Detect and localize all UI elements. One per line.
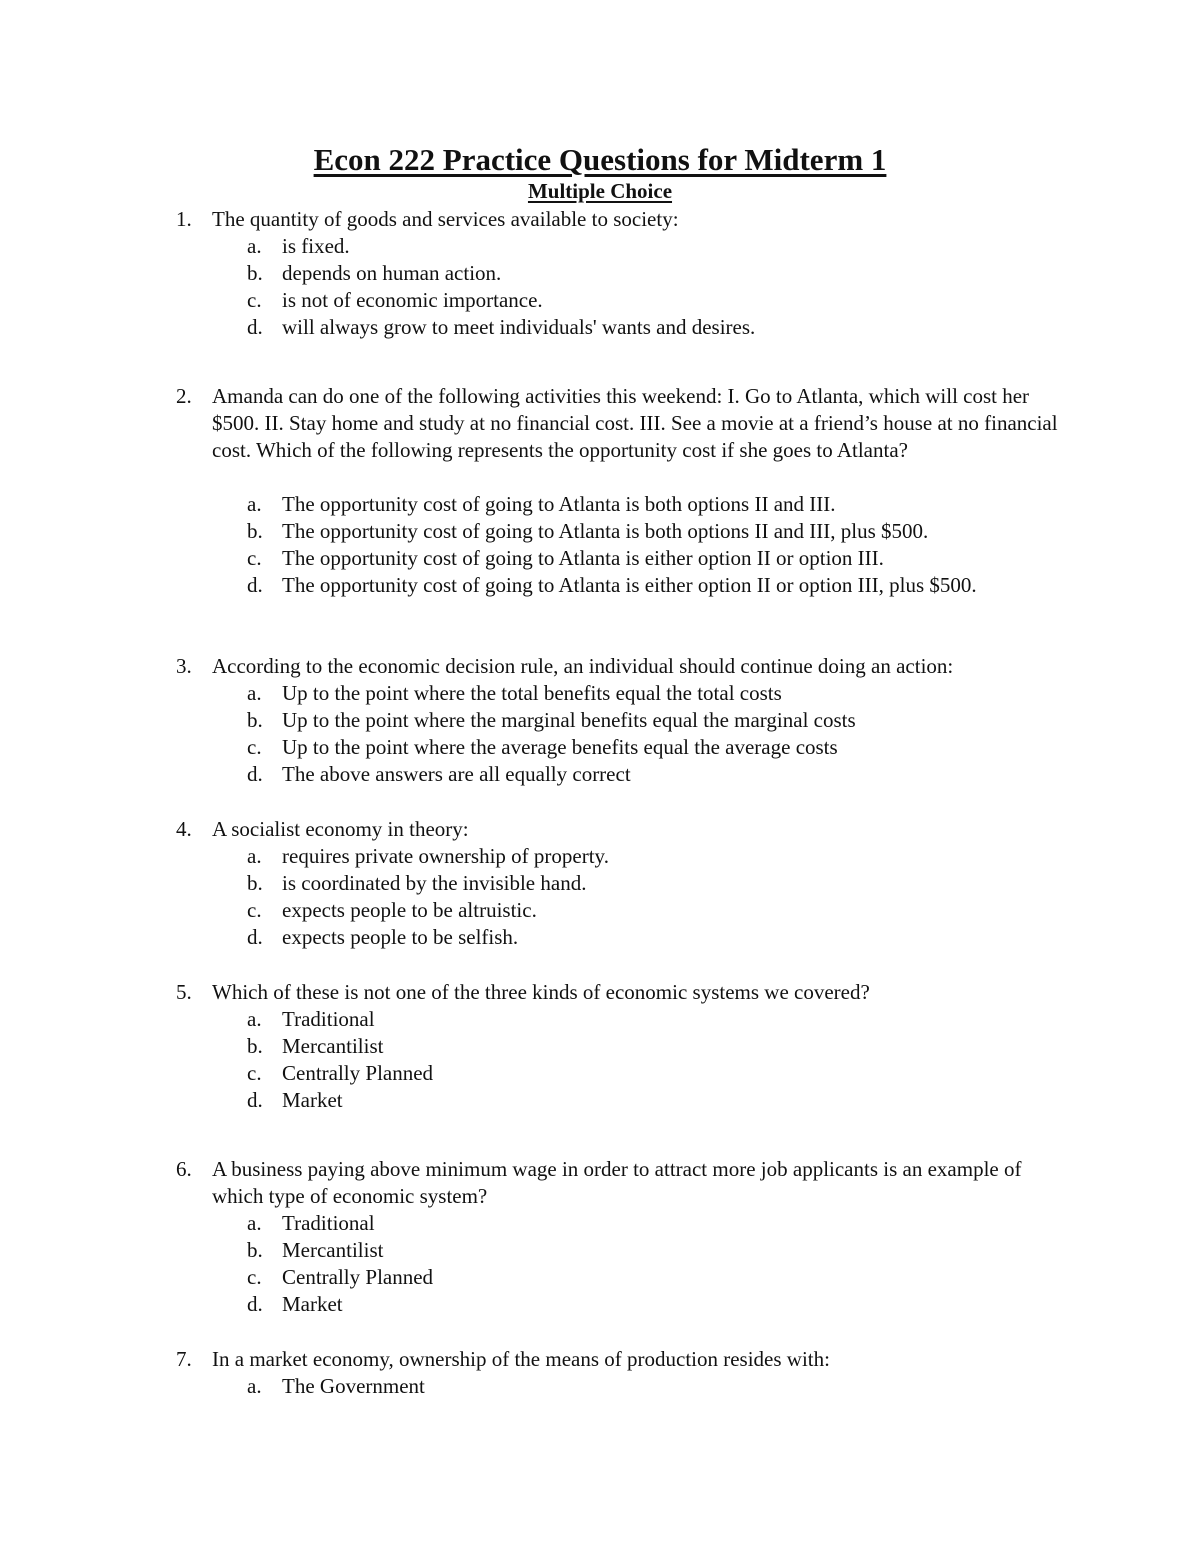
question-text: In a market economy, ownership of the means of production resides with: bbox=[212, 1347, 830, 1371]
question-number: 7. bbox=[176, 1347, 192, 1371]
option-text: The Government bbox=[282, 1374, 425, 1398]
option-text: is fixed. bbox=[282, 234, 350, 258]
option-letter: b. bbox=[247, 261, 263, 285]
option-text: is coordinated by the invisible hand. bbox=[282, 871, 587, 895]
option-letter: c. bbox=[247, 735, 262, 759]
question-text: The quantity of goods and services available to society: bbox=[212, 207, 679, 231]
option-letter: c. bbox=[247, 288, 262, 312]
option-letter: d. bbox=[247, 1088, 263, 1112]
option-letter: a. bbox=[247, 1007, 262, 1031]
option-letter: b. bbox=[247, 519, 263, 543]
option-letter: b. bbox=[247, 708, 263, 732]
question-number: 5. bbox=[176, 980, 192, 1004]
option-letter: a. bbox=[247, 492, 262, 516]
option-letter: a. bbox=[247, 1374, 262, 1398]
question-number: 3. bbox=[176, 654, 192, 678]
option-text: The opportunity cost of going to Atlanta is both options II and III. bbox=[282, 492, 836, 516]
question-text: A socialist economy in theory: bbox=[212, 817, 469, 841]
option-text: expects people to be altruistic. bbox=[282, 898, 537, 922]
option-text: Up to the point where the marginal benefits equal the marginal costs bbox=[282, 708, 856, 732]
option-text: requires private ownership of property. bbox=[282, 844, 609, 868]
option-text: Up to the point where the total benefits equal the total costs bbox=[282, 681, 782, 705]
option-text: The above answers are all equally correct bbox=[282, 762, 631, 786]
option-letter: a. bbox=[247, 234, 262, 258]
option-text: Traditional bbox=[282, 1211, 375, 1235]
option-letter: a. bbox=[247, 844, 262, 868]
question-number: 1. bbox=[176, 207, 192, 231]
option-text: The opportunity cost of going to Atlanta is both options II and III, plus $500. bbox=[282, 519, 929, 543]
option-letter: d. bbox=[247, 925, 263, 949]
question-number: 2. bbox=[176, 384, 192, 408]
option-text: Up to the point where the average benefits equal the average costs bbox=[282, 735, 838, 759]
option-text: The opportunity cost of going to Atlanta is either option II or option III, plus $500. bbox=[282, 573, 977, 597]
section-heading: Multiple Choice bbox=[527, 179, 673, 203]
option-text: Centrally Planned bbox=[282, 1265, 434, 1289]
option-letter: c. bbox=[247, 1061, 262, 1085]
question-text: Which of these is not one of the three kinds of economic systems we covered? bbox=[212, 980, 870, 1004]
option-text: is not of economic importance. bbox=[282, 288, 543, 312]
option-text: Mercantilist bbox=[282, 1034, 384, 1058]
option-letter: d. bbox=[247, 315, 263, 339]
option-text: The opportunity cost of going to Atlanta is either option II or option III. bbox=[282, 546, 884, 570]
option-letter: a. bbox=[247, 1211, 262, 1235]
option-letter: b. bbox=[247, 1238, 263, 1262]
option-letter: c. bbox=[247, 1265, 262, 1289]
option-letter: b. bbox=[247, 871, 263, 895]
option-letter: c. bbox=[247, 546, 262, 570]
option-text: Mercantilist bbox=[282, 1238, 384, 1262]
option-text: Market bbox=[282, 1292, 343, 1316]
option-text: depends on human action. bbox=[282, 261, 502, 285]
option-letter: a. bbox=[247, 681, 262, 705]
option-text: Traditional bbox=[282, 1007, 375, 1031]
question-text: According to the economic decision rule, an individual should continue doing an action: bbox=[212, 654, 954, 678]
question-number: 4. bbox=[176, 817, 192, 841]
option-letter: d. bbox=[247, 573, 263, 597]
option-letter: c. bbox=[247, 898, 262, 922]
option-letter: d. bbox=[247, 1292, 263, 1316]
option-text: Market bbox=[282, 1088, 343, 1112]
page-title: Econ 222 Practice Questions for Midterm 1 bbox=[313, 142, 887, 177]
option-text: expects people to be selfish. bbox=[282, 925, 519, 949]
question-text: Amanda can do one of the following activities this weekend: I. Go to Atlanta, which will cost her $500. II. Stay home and study at no financial cost. III. See a movie at a friend’s house at no financial cost. Which of the following represents the opportunity cost if she goes to Atlanta? bbox=[212, 384, 1058, 462]
question-text: A business paying above minimum wage in order to attract more job applicants is an example of which type of economic system? bbox=[212, 1157, 1022, 1208]
question-number: 6. bbox=[176, 1157, 192, 1181]
option-letter: b. bbox=[247, 1034, 263, 1058]
option-text: will always grow to meet individuals' wants and desires. bbox=[282, 315, 756, 339]
option-text: Centrally Planned bbox=[282, 1061, 434, 1085]
option-letter: d. bbox=[247, 762, 263, 786]
